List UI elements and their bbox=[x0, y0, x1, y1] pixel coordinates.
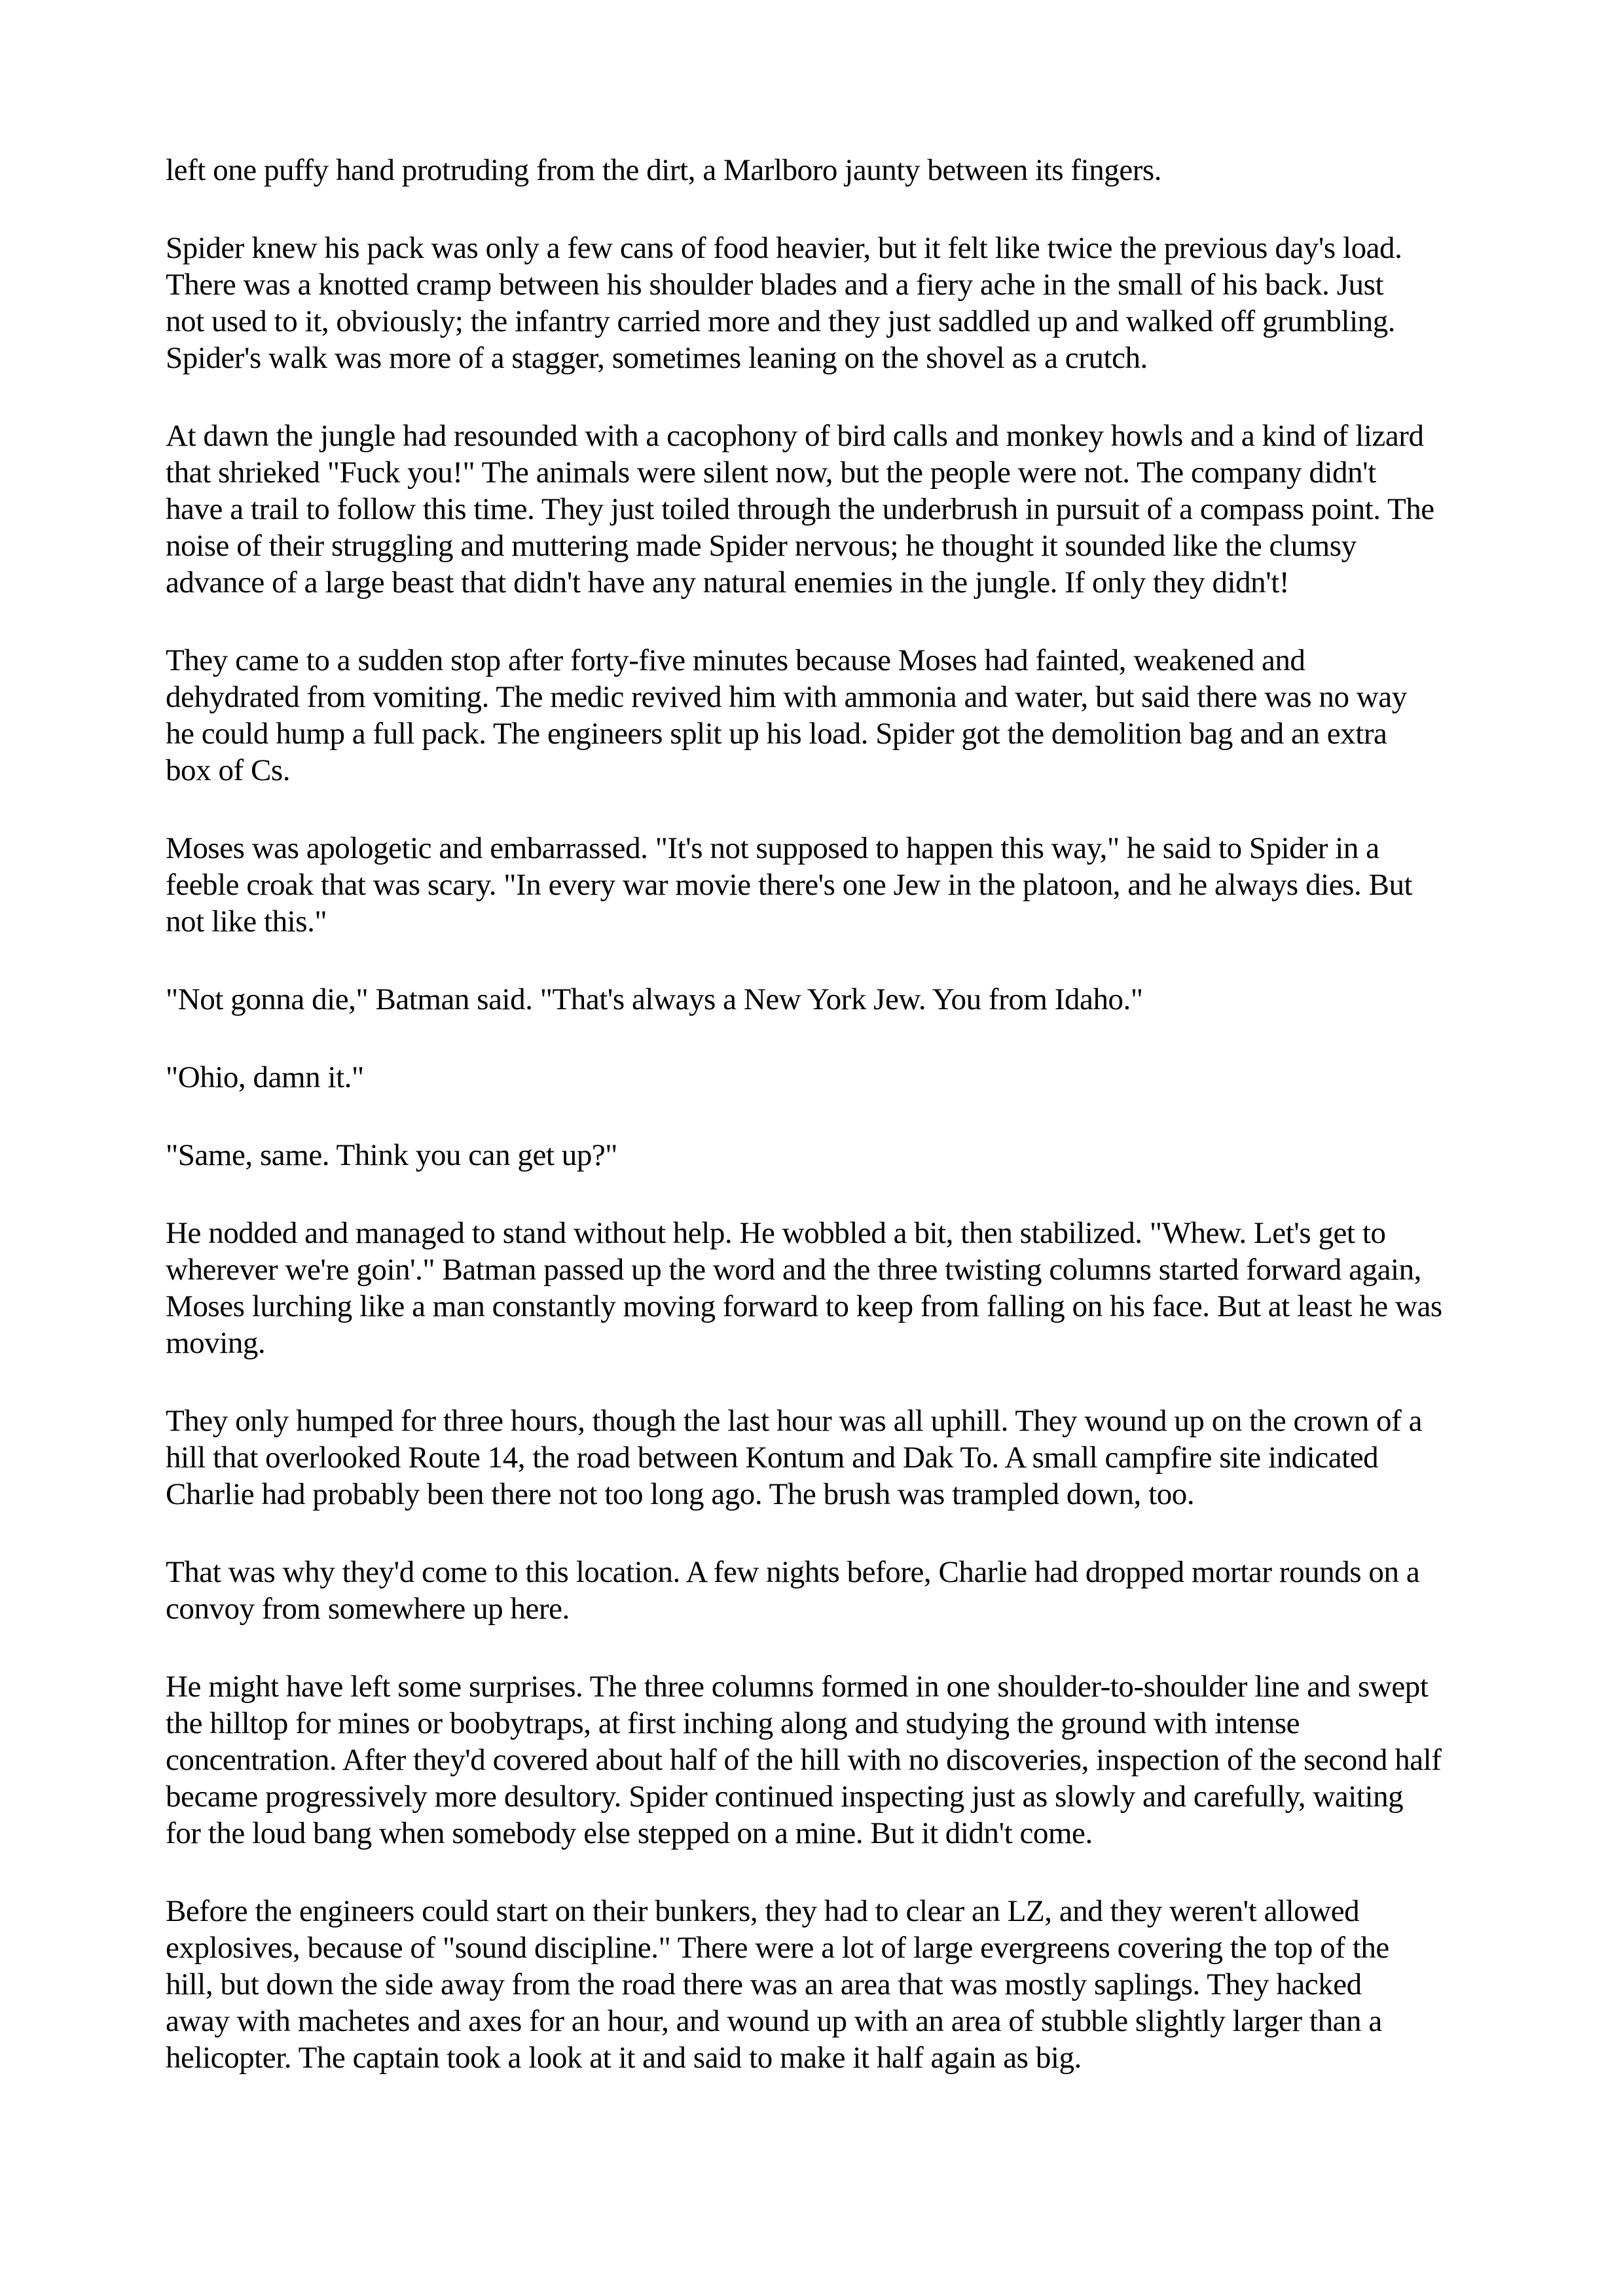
paragraph-10: They only humped for three hours, though the last hour was all uphill. They wound up on the crown of a hill that overlooked Route 14, the road between Kontum and Dak To. A small campfire site indicated Charlie had probably been there not too long ago. The brush was trampled down, too. bbox=[166, 1404, 1423, 1511]
paragraph-2: Spider knew his pack was only a few cans of food heavier, but it felt like twice the previous day's load. There was a knotted cramp between his shoulder blades and a fiery ache in the small of his back. Just not used to it, obviously; the infantry carried more and they just saddled up and walked off grumbling. Spider's walk was more of a stagger, sometimes leaning on the shovel as a crutch. bbox=[166, 231, 1402, 375]
paragraph-6: "Not gonna die," Batman said. "That's always a New York Jew. You from Idaho." bbox=[166, 982, 1143, 1016]
paragraph-3: At dawn the jungle had resounded with a cacophony of bird calls and monkey howls and a kind of lizard that shrieked "Fuck you!" The animals were silent now, but the people were not. The company didn't have a trail to follow this time. They just toiled through the underbrush in pursuit of a compass point. The noise of their struggling and muttering made Spider nervous; he thought it sounded like the clumsy advance of a large beast that didn't have any natural enemies in the jungle. If only they didn't! bbox=[166, 419, 1434, 600]
paragraph-8: "Same, same. Think you can get up?" bbox=[166, 1138, 618, 1172]
paragraph-5: Moses was apologetic and embarrassed. "It's not supposed to happen this way," he said to Spider in a feeble croak that was scary. "In every war movie there's one Jew in the platoon, and he always dies. But not like this." bbox=[166, 831, 1413, 939]
document-page bbox=[166, 152, 1475, 2117]
paragraph-13: Before the engineers could start on their bunkers, they had to clear an LZ, and they weren't allowed explosives, because of "sound discipline." There were a lot of large evergreens covering the top of the hill, but down the side away from the road there was an area that was mostly saplings. They hacked away with machetes and axes for an hour, and wound up with an area of stubble slightly larger than a helicopter. The captain took a look at it and said to make it half again as big. bbox=[166, 1894, 1389, 2075]
paragraph-11: That was why they'd come to this location. A few nights before, Charlie had dropped mortar rounds on a convoy from somewhere up here. bbox=[166, 1555, 1420, 1626]
paragraph-7: "Ohio, damn it." bbox=[166, 1060, 364, 1094]
paragraph-4: They came to a sudden stop after forty-five minutes because Moses had fainted, weakened and dehydrated from vomiting. The medic revived him with ammonia and water, but said there was no way he could hump a full pack. The engineers split up his load. Spider got the demolition bag and an extra box of Cs. bbox=[166, 643, 1407, 787]
paragraph-1: left one puffy hand protruding from the dirt, a Marlboro jaunty between its fingers. bbox=[166, 153, 1162, 187]
paragraph-12: He might have left some surprises. The three columns formed in one shoulder-to-shoulder line and swept the hilltop for mines or boobytraps, at first inching along and studying the ground with intense concentration. After they'd covered about half of the hill with no discoveries, inspection of the second half became progressively more desultory. Spider continued inspecting just as slowly and carefully, waiting for the loud bang when somebody else stepped on a mine. But it didn't come. bbox=[166, 1670, 1442, 1850]
paragraph-9: He nodded and managed to stand without help. He wobbled a bit, then stabilized. "Whew. Let's get to wherever we're goin'." Batman passed up the word and the three twisting columns started forward again, Moses lurching like a man constantly moving forward to keep from falling on his face. But at least he was moving. bbox=[166, 1216, 1442, 1360]
